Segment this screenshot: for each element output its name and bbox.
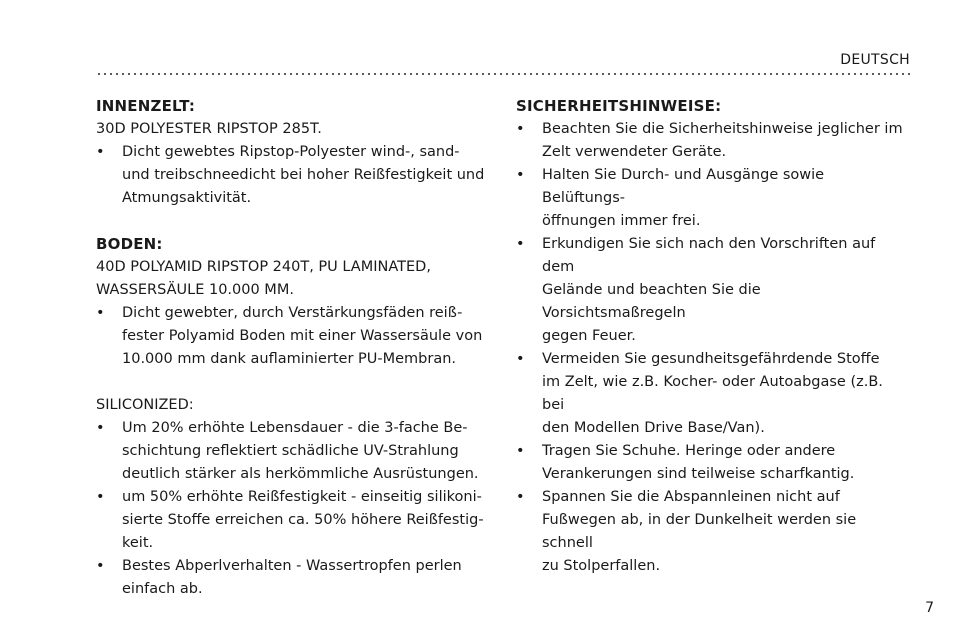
spec-boden-line: WASSERSÄULE 10.000 MM. [96,282,294,298]
section-title-innenzelt: INNENZELT: [96,97,196,115]
list-item-line: Gelände und beachten Sie die Vorsichtsmaßregeln [542,282,761,321]
section-sicherheitshinweise [516,95,908,578]
page-number: 7 [925,600,934,616]
left-column [96,95,486,601]
section-boden [96,233,486,371]
list-item-line: Bestes Abperlverhalten - Wassertropfen perlen [122,558,462,574]
bullet-icon: • [516,121,525,137]
list-sicherheitshinweise [516,118,908,578]
list-item-line: fester Polyamid Boden mit einer Wassersäule von [122,328,483,344]
list-item-line: keit. [122,535,154,551]
list-item [96,302,486,371]
list-item-line: und treibschneedicht bei hoher Reißfestigkeit und [122,167,485,183]
list-item-line: Erkundigen Sie sich nach den Vorschriften auf dem [542,236,876,275]
list-item [96,141,486,210]
list-item-line: schichtung reflektiert schädliche UV-Strahlung [122,443,459,459]
spec-boden-line: 40D POLYAMID RIPSTOP 240T, PU LAMINATED, [96,259,431,275]
list-item [516,118,908,164]
list-siliconized [96,417,486,601]
list-item [96,555,486,601]
list-item-line: Atmungsaktivität. [122,190,252,206]
list-item [96,417,486,486]
section-title-sicherheitshinweise: SICHERHEITSHINWEISE: [516,97,722,115]
bullet-icon: • [516,167,525,183]
list-item [516,440,908,486]
spec-innenzelt: 30D POLYESTER RIPSTOP 285T. [96,121,322,137]
list-item-line: Dicht gewebtes Ripstop-Polyester wind-, sand- [122,144,460,160]
list-item [516,486,908,578]
list-item [516,164,908,233]
list-item-line: Beachten Sie die Sicherheitshinweise jeglicher im [542,121,903,137]
bullet-icon: • [516,443,525,459]
list-item-line: Tragen Sie Schuhe. Heringe oder andere [542,443,836,459]
list-innenzelt [96,141,486,210]
language-label: DEUTSCH [840,52,910,68]
list-item-line: Verankerungen sind teilweise scharfkantig. [542,466,855,482]
list-item [516,233,908,348]
bullet-icon: • [516,489,525,505]
list-item-line: Um 20% erhöhte Lebensdauer - die 3-fache Be- [122,420,468,436]
bullet-icon: • [96,558,105,574]
list-item-line: Dicht gewebter, durch Verstärkungsfäden reiß- [122,305,463,321]
section-title-boden: BODEN: [96,235,163,253]
list-item-line: sierte Stoffe erreichen ca. 50% höhere Reißfestig- [122,512,484,528]
bullet-icon: • [96,489,105,505]
list-item-line: Fußwegen ab, in der Dunkelheit werden sie schnell [542,512,857,551]
bullet-icon: • [516,236,525,252]
list-item-line: den Modellen Drive Base/Van). [542,420,765,436]
section-innenzelt [96,95,486,210]
list-item-line: Halten Sie Durch- und Ausgänge sowie Belüftungs- [542,167,825,206]
section-siliconized [96,394,486,601]
right-column [516,95,908,578]
bullet-icon: • [516,351,525,367]
list-item-line: zu Stolperfallen. [542,558,661,574]
list-boden [96,302,486,371]
list-item-line: einfach ab. [122,581,203,597]
list-item-line: um 50% erhöhte Reißfestigkeit - einseitig silikoni- [122,489,482,505]
section-title-siliconized: SILICONIZED: [96,397,194,413]
list-item-line: im Zelt, wie z.B. Kocher- oder Autoabgase (z.B. bei [542,374,883,413]
dotted-divider [96,72,910,76]
list-item-line: 10.000 mm dank auflaminierter PU-Membran. [122,351,457,367]
list-item [516,348,908,440]
bullet-icon: • [96,305,105,321]
list-item-line: Spannen Sie die Abspannleinen nicht auf [542,489,840,505]
list-item-line: gegen Feuer. [542,328,636,344]
list-item-line: Zelt verwendeter Geräte. [542,144,727,160]
bullet-icon: • [96,144,105,160]
list-item [96,486,486,555]
bullet-icon: • [96,420,105,436]
list-item-line: Vermeiden Sie gesundheitsgefährdende Stoffe [542,351,880,367]
list-item-line: öffnungen immer frei. [542,213,701,229]
list-item-line: deutlich stärker als herkömmliche Ausrüstungen. [122,466,479,482]
